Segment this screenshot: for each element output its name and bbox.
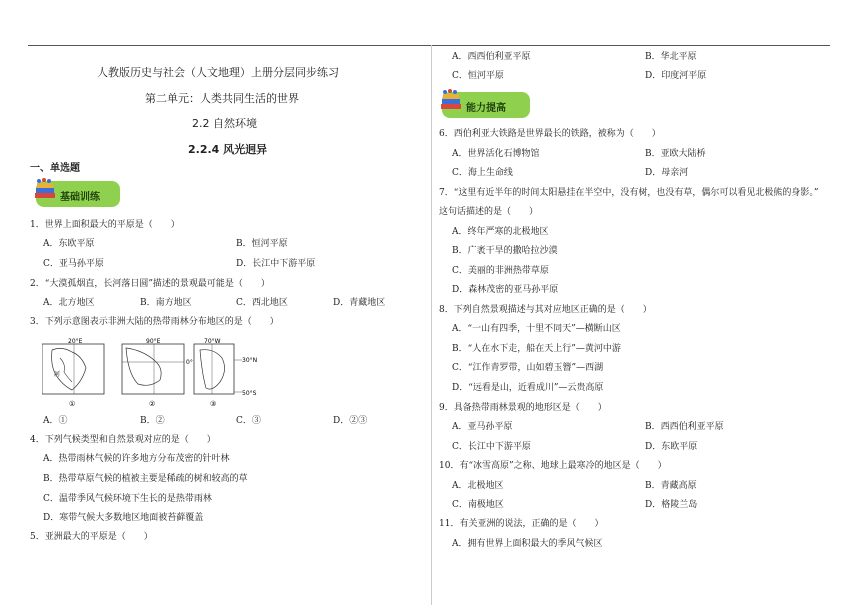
q4-option-b[interactable]: B．热带草原气候的植被主要是稀疏的树和较高的草 <box>43 474 248 484</box>
map-2-frame <box>122 344 184 394</box>
q1-option-d[interactable]: D．长江中下游平原 <box>236 259 316 269</box>
doc-title: 人教版历史与社会（人文地理）上册分层同步练习 <box>97 66 339 79</box>
q2-option-c[interactable]: C．西北地区 <box>236 298 288 308</box>
q10-option-d[interactable]: D．格陵兰岛 <box>645 500 698 510</box>
q1-option-c[interactable]: C．亚马孙平原 <box>43 259 104 269</box>
q3-option-a[interactable]: A．① <box>43 416 68 426</box>
map-2-top-label: 90°E <box>146 338 161 345</box>
q1-stem: 1．世界上面积最大的平原是（ ） <box>30 220 180 230</box>
q4-stem: 4．下列气候类型和自然景观对应的是（ ） <box>30 435 216 445</box>
q8-option-c[interactable]: C．“江作青罗带，山如碧玉簪”—西湖 <box>452 363 604 373</box>
q2-stem: 2．“大漠孤烟直，长河落日圆”描述的景观最可能是（ ） <box>30 279 270 289</box>
q8-option-a[interactable]: A．“一山有四季，十里不同天”—横断山区 <box>452 324 621 334</box>
q4-option-c[interactable]: C．温带季风气候环境下生长的是热带雨林 <box>43 494 212 504</box>
q1-option-b[interactable]: B．恒河平原 <box>236 239 288 249</box>
q8-option-d[interactable]: D．“远看是山，近看成川”—云贵高原 <box>452 383 604 393</box>
map-3-number: ③ <box>210 400 217 408</box>
q9-option-b[interactable]: B．西西伯利亚平原 <box>645 422 724 432</box>
q7-option-c[interactable]: C．美丽的非洲热带草原 <box>452 266 549 276</box>
q6-option-b[interactable]: B．亚欧大陆桥 <box>645 149 706 159</box>
q8-option-b[interactable]: B．“人在水下走，船在天上行”—黄河中游 <box>452 344 621 354</box>
q5-option-b[interactable]: B．华北平原 <box>645 52 697 62</box>
badge-label: 能力提高 <box>466 103 506 114</box>
map-3-top-label: 70°W <box>204 338 221 345</box>
q8-stem: 8．下列自然景观描述与其对应地区正确的是（ ） <box>439 305 652 315</box>
q3-option-b[interactable]: B．② <box>140 416 165 426</box>
q2-option-d[interactable]: D．青藏地区 <box>333 298 386 308</box>
q3-stem: 3．下列示意图表示非洲大陆的热带雨林分布地区的是（ ） <box>30 317 279 327</box>
q6-option-a[interactable]: A．世界活化石博物馆 <box>452 149 540 159</box>
q2-option-a[interactable]: A．北方地区 <box>43 298 95 308</box>
lesson-title: 2.2 自然环境 <box>192 117 257 130</box>
q9-option-d[interactable]: D．东欧平原 <box>645 442 698 452</box>
q11-stem: 11．有关亚洲的说法，正确的是（ ） <box>439 519 604 529</box>
q5-option-a[interactable]: A．西西伯利亚平原 <box>452 52 531 62</box>
q9-option-a[interactable]: A．亚马孙平原 <box>452 422 513 432</box>
q10-stem: 10．有“冰雪高原”之称、地球上最寒冷的地区是（ ） <box>439 461 667 471</box>
map-1-top-label: 20°E <box>68 338 83 345</box>
map-3-lat1-label: 30°N <box>242 357 258 364</box>
column-divider <box>431 45 432 605</box>
map-1-river-label: 河 <box>54 371 61 378</box>
subsection-title: 2.2.4 风光迥异 <box>188 143 268 156</box>
q9-option-c[interactable]: C．长江中下游平原 <box>452 442 531 452</box>
map-1-number: ① <box>69 400 76 408</box>
books-icon <box>438 88 464 116</box>
q3-option-c[interactable]: C．③ <box>236 416 261 426</box>
q6-stem: 6．西伯利亚大铁路是世界最长的铁路，被称为（ ） <box>439 129 661 139</box>
q6-option-c[interactable]: C．海上生命线 <box>452 168 513 178</box>
advanced-badge <box>442 92 530 118</box>
q4-option-d[interactable]: D．寒带气候大多数地区地面被苔藓覆盖 <box>43 513 204 523</box>
map-2-number: ② <box>149 400 156 408</box>
map-3-lat2-label: 50°S <box>242 390 257 397</box>
q7-option-d[interactable]: D．森林茂密的亚马孙平原 <box>452 285 559 295</box>
q11-option-a[interactable]: A．拥有世界上面积最大的季风气候区 <box>452 539 603 549</box>
map-1-frame <box>42 344 104 394</box>
q7-option-a[interactable]: A．终年严寒的北极地区 <box>452 227 549 237</box>
q10-option-a[interactable]: A．北极地区 <box>452 481 504 491</box>
q10-option-b[interactable]: B．青藏高原 <box>645 481 697 491</box>
q5-option-c[interactable]: C．恒河平原 <box>452 71 504 81</box>
q10-option-c[interactable]: C．南极地区 <box>452 500 504 510</box>
basic-training-badge <box>36 181 120 207</box>
q7-stem-line1: 7．“这里有近半年的时间太阳悬挂在半空中，没有树，也没有草，偶尔可以看见北极熊的身影。” <box>439 188 819 198</box>
section-label: 一、单选题 <box>30 163 80 174</box>
q9-stem: 9．具备热带雨林景观的地形区是（ ） <box>439 403 607 413</box>
q4-option-a[interactable]: A．热带雨林气候的许多地方分布茂密的针叶林 <box>43 454 230 464</box>
unit-title: 第二单元：人类共同生活的世界 <box>145 92 299 105</box>
q5-option-d[interactable]: D．印度河平原 <box>645 71 707 81</box>
q5-stem: 5．亚洲最大的平原是（ ） <box>30 532 153 542</box>
africa-rainforest-maps <box>42 338 272 410</box>
q1-option-a[interactable]: A．东欧平原 <box>43 239 95 249</box>
badge-label: 基础训练 <box>60 192 100 203</box>
books-icon <box>32 177 58 205</box>
q6-option-d[interactable]: D．母亲河 <box>645 168 689 178</box>
q7-option-b[interactable]: B．广袤干旱的撒哈拉沙漠 <box>452 246 558 256</box>
q2-option-b[interactable]: B．南方地区 <box>140 298 192 308</box>
map-2-lat-label: 0° <box>186 359 193 366</box>
q7-stem-line2: 这句话描述的是（ ） <box>439 207 539 217</box>
q3-option-d[interactable]: D．②③ <box>333 416 368 426</box>
header-rule <box>28 45 830 46</box>
